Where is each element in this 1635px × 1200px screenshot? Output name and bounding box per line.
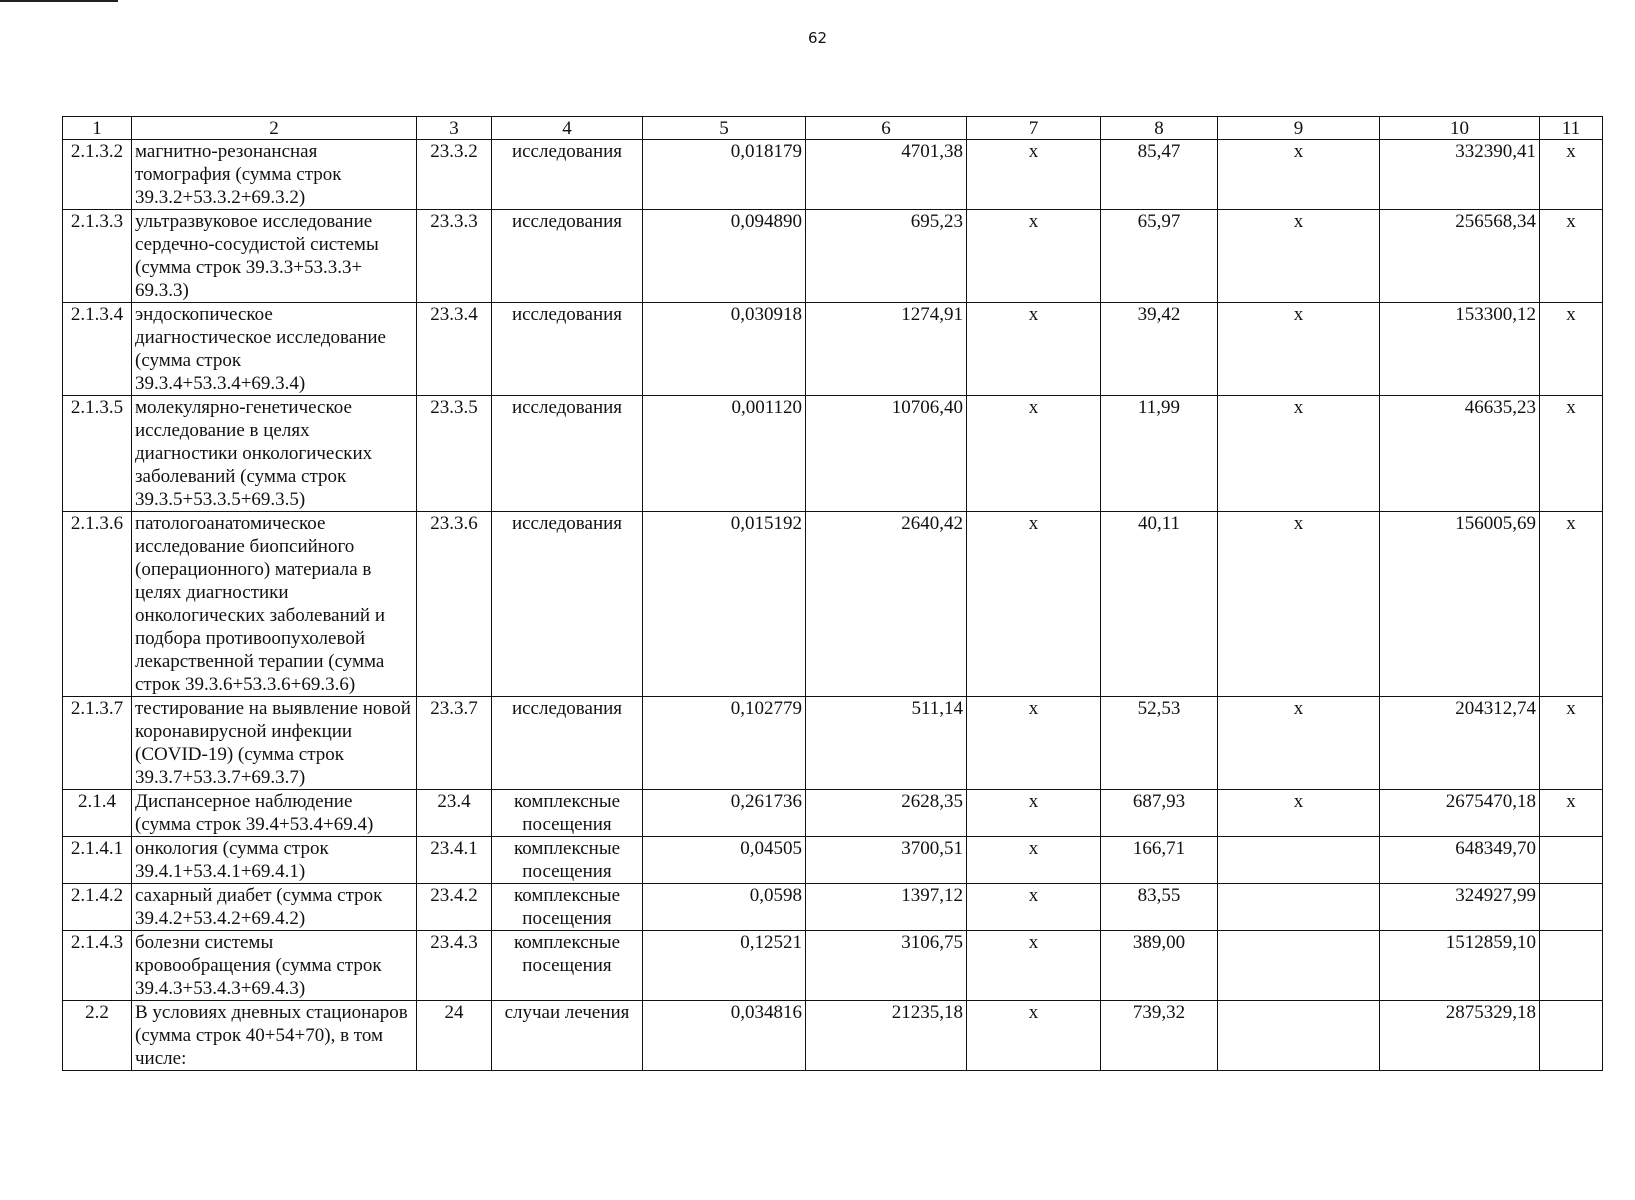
row-line-number: 24 (417, 1001, 492, 1071)
table-row (63, 303, 1603, 396)
row-total: 324927,99 (1380, 884, 1540, 931)
row-norm-volume: 0,034816 (643, 1001, 806, 1071)
column-number-header-row (63, 117, 1603, 140)
row-col11 (1540, 1001, 1603, 1071)
row-norm-volume: 0,102779 (643, 697, 806, 790)
row-indicator: В условиях дневных стационаров (сумма строк 40+54+70), в том числе: (132, 1001, 417, 1071)
column-header: 4 (492, 117, 643, 140)
row-total: 1512859,10 (1380, 931, 1540, 1001)
row-col11 (1540, 837, 1603, 884)
table-row (63, 790, 1603, 837)
row-col9: х (1218, 396, 1380, 512)
row-col9 (1218, 931, 1380, 1001)
row-indicator: болезни системы кровообращения (сумма строк 39.4.3+53.4.3+69.4.3) (132, 931, 417, 1001)
row-indicator: патологоанатомическое исследование биопсийного (операционного) материала в целях диагностики онкологических заболеваний и подбора противоопухолевой лекарственной терапии (сумма строк 39.3.6+53.3.6+69.3.6) (132, 512, 417, 697)
row-unit: исследования (492, 512, 643, 697)
row-norm-cost: 3106,75 (806, 931, 967, 1001)
row-col7: х (967, 1001, 1101, 1071)
row-col7: х (967, 790, 1101, 837)
row-col11: х (1540, 790, 1603, 837)
row-col9 (1218, 837, 1380, 884)
row-indicator: онкология (сумма строк 39.4.1+53.4.1+69.4.1) (132, 837, 417, 884)
row-indicator: магнитно-резонансная томография (сумма строк 39.3.2+53.3.2+69.3.2) (132, 140, 417, 210)
table-row (63, 140, 1603, 210)
table-row (63, 396, 1603, 512)
column-header: 10 (1380, 117, 1540, 140)
row-per-capita: 85,47 (1101, 140, 1218, 210)
row-col11 (1540, 884, 1603, 931)
column-header: 3 (417, 117, 492, 140)
row-col11: х (1540, 512, 1603, 697)
row-unit: комплексные посещения (492, 837, 643, 884)
row-total: 2675470,18 (1380, 790, 1540, 837)
row-col9: х (1218, 512, 1380, 697)
row-per-capita: 83,55 (1101, 884, 1218, 931)
table-row (63, 884, 1603, 931)
row-col11: х (1540, 303, 1603, 396)
row-norm-volume: 0,015192 (643, 512, 806, 697)
row-per-capita: 65,97 (1101, 210, 1218, 303)
row-col9 (1218, 884, 1380, 931)
row-norm-cost: 21235,18 (806, 1001, 967, 1071)
row-unit: исследования (492, 210, 643, 303)
row-unit: исследования (492, 303, 643, 396)
row-norm-volume: 0,0598 (643, 884, 806, 931)
table-row (63, 210, 1603, 303)
row-col7: х (967, 512, 1101, 697)
column-header: 7 (967, 117, 1101, 140)
row-line-number: 23.3.7 (417, 697, 492, 790)
row-norm-volume: 0,001120 (643, 396, 806, 512)
row-norm-cost: 1397,12 (806, 884, 967, 931)
table-row (63, 697, 1603, 790)
row-col9: х (1218, 210, 1380, 303)
row-indicator: молекулярно-генетическое исследование в целях диагностики онкологических заболеваний (сумма строк 39.3.5+53.3.5+69.3.5) (132, 396, 417, 512)
row-col9: х (1218, 303, 1380, 396)
row-indicator: ультразвуковое исследование сердечно-сосудистой системы (сумма строк 39.3.3+53.3.3+ 69.3.3) (132, 210, 417, 303)
column-header: 6 (806, 117, 967, 140)
row-code: 2.1.4.1 (63, 837, 132, 884)
row-total: 256568,34 (1380, 210, 1540, 303)
row-unit: случаи лечения (492, 1001, 643, 1071)
row-col7: х (967, 931, 1101, 1001)
row-col9: х (1218, 140, 1380, 210)
row-code: 2.1.3.6 (63, 512, 132, 697)
row-indicator: сахарный диабет (сумма строк 39.4.2+53.4.2+69.4.2) (132, 884, 417, 931)
row-per-capita: 166,71 (1101, 837, 1218, 884)
row-norm-volume: 0,12521 (643, 931, 806, 1001)
row-line-number: 23.4 (417, 790, 492, 837)
row-unit: исследования (492, 697, 643, 790)
row-unit: исследования (492, 396, 643, 512)
row-total: 46635,23 (1380, 396, 1540, 512)
row-code: 2.1.4.2 (63, 884, 132, 931)
row-col9: х (1218, 697, 1380, 790)
table-row (63, 931, 1603, 1001)
row-norm-cost: 2628,35 (806, 790, 967, 837)
row-per-capita: 739,32 (1101, 1001, 1218, 1071)
row-unit: исследования (492, 140, 643, 210)
column-header: 5 (643, 117, 806, 140)
row-total: 204312,74 (1380, 697, 1540, 790)
scan-edge-mark (0, 0, 118, 2)
row-per-capita: 11,99 (1101, 396, 1218, 512)
row-line-number: 23.3.2 (417, 140, 492, 210)
row-line-number: 23.4.1 (417, 837, 492, 884)
row-code: 2.1.4.3 (63, 931, 132, 1001)
row-norm-cost: 1274,91 (806, 303, 967, 396)
row-norm-volume: 0,018179 (643, 140, 806, 210)
row-total: 332390,41 (1380, 140, 1540, 210)
row-code: 2.1.3.3 (63, 210, 132, 303)
row-per-capita: 687,93 (1101, 790, 1218, 837)
row-norm-volume: 0,030918 (643, 303, 806, 396)
row-indicator: тестирование на выявление новой коронавирусной инфекции (COVID-19) (сумма строк 39.3.7+53.3.7+69.3.7) (132, 697, 417, 790)
row-norm-cost: 695,23 (806, 210, 967, 303)
row-total: 648349,70 (1380, 837, 1540, 884)
row-code: 2.1.3.4 (63, 303, 132, 396)
column-header: 1 (63, 117, 132, 140)
row-col9: х (1218, 790, 1380, 837)
row-col11 (1540, 931, 1603, 1001)
row-col11: х (1540, 697, 1603, 790)
table-row (63, 512, 1603, 697)
row-norm-cost: 511,14 (806, 697, 967, 790)
row-unit: комплексные посещения (492, 884, 643, 931)
row-code: 2.1.4 (63, 790, 132, 837)
row-line-number: 23.4.3 (417, 931, 492, 1001)
row-norm-volume: 0,261736 (643, 790, 806, 837)
row-line-number: 23.3.6 (417, 512, 492, 697)
row-col9 (1218, 1001, 1380, 1071)
row-col7: х (967, 140, 1101, 210)
row-code: 2.2 (63, 1001, 132, 1071)
row-code: 2.1.3.7 (63, 697, 132, 790)
row-norm-volume: 0,094890 (643, 210, 806, 303)
table-row (63, 1001, 1603, 1071)
table-row (63, 837, 1603, 884)
row-norm-cost: 4701,38 (806, 140, 967, 210)
data-table (62, 116, 1603, 1071)
row-total: 153300,12 (1380, 303, 1540, 396)
row-norm-volume: 0,04505 (643, 837, 806, 884)
row-line-number: 23.4.2 (417, 884, 492, 931)
row-indicator: Диспансерное наблюдение (сумма строк 39.4+53.4+69.4) (132, 790, 417, 837)
row-col11: х (1540, 396, 1603, 512)
row-unit: комплексные посещения (492, 931, 643, 1001)
row-norm-cost: 2640,42 (806, 512, 967, 697)
row-per-capita: 389,00 (1101, 931, 1218, 1001)
page-number: 62 (807, 29, 828, 47)
row-line-number: 23.3.4 (417, 303, 492, 396)
row-norm-cost: 3700,51 (806, 837, 967, 884)
row-per-capita: 39,42 (1101, 303, 1218, 396)
row-unit: комплексные посещения (492, 790, 643, 837)
row-total: 2875329,18 (1380, 1001, 1540, 1071)
row-code: 2.1.3.2 (63, 140, 132, 210)
row-col7: х (967, 884, 1101, 931)
row-total: 156005,69 (1380, 512, 1540, 697)
column-header: 2 (132, 117, 417, 140)
row-col7: х (967, 396, 1101, 512)
row-code: 2.1.3.5 (63, 396, 132, 512)
row-col11: х (1540, 140, 1603, 210)
column-header: 9 (1218, 117, 1380, 140)
row-per-capita: 40,11 (1101, 512, 1218, 697)
row-per-capita: 52,53 (1101, 697, 1218, 790)
row-col7: х (967, 210, 1101, 303)
row-line-number: 23.3.5 (417, 396, 492, 512)
row-line-number: 23.3.3 (417, 210, 492, 303)
row-col7: х (967, 837, 1101, 884)
row-col11: х (1540, 210, 1603, 303)
column-header: 8 (1101, 117, 1218, 140)
row-col7: х (967, 697, 1101, 790)
row-norm-cost: 10706,40 (806, 396, 967, 512)
row-indicator: эндоскопическое диагностическое исследование (сумма строк 39.3.4+53.3.4+69.3.4) (132, 303, 417, 396)
row-col7: х (967, 303, 1101, 396)
column-header: 11 (1540, 117, 1603, 140)
